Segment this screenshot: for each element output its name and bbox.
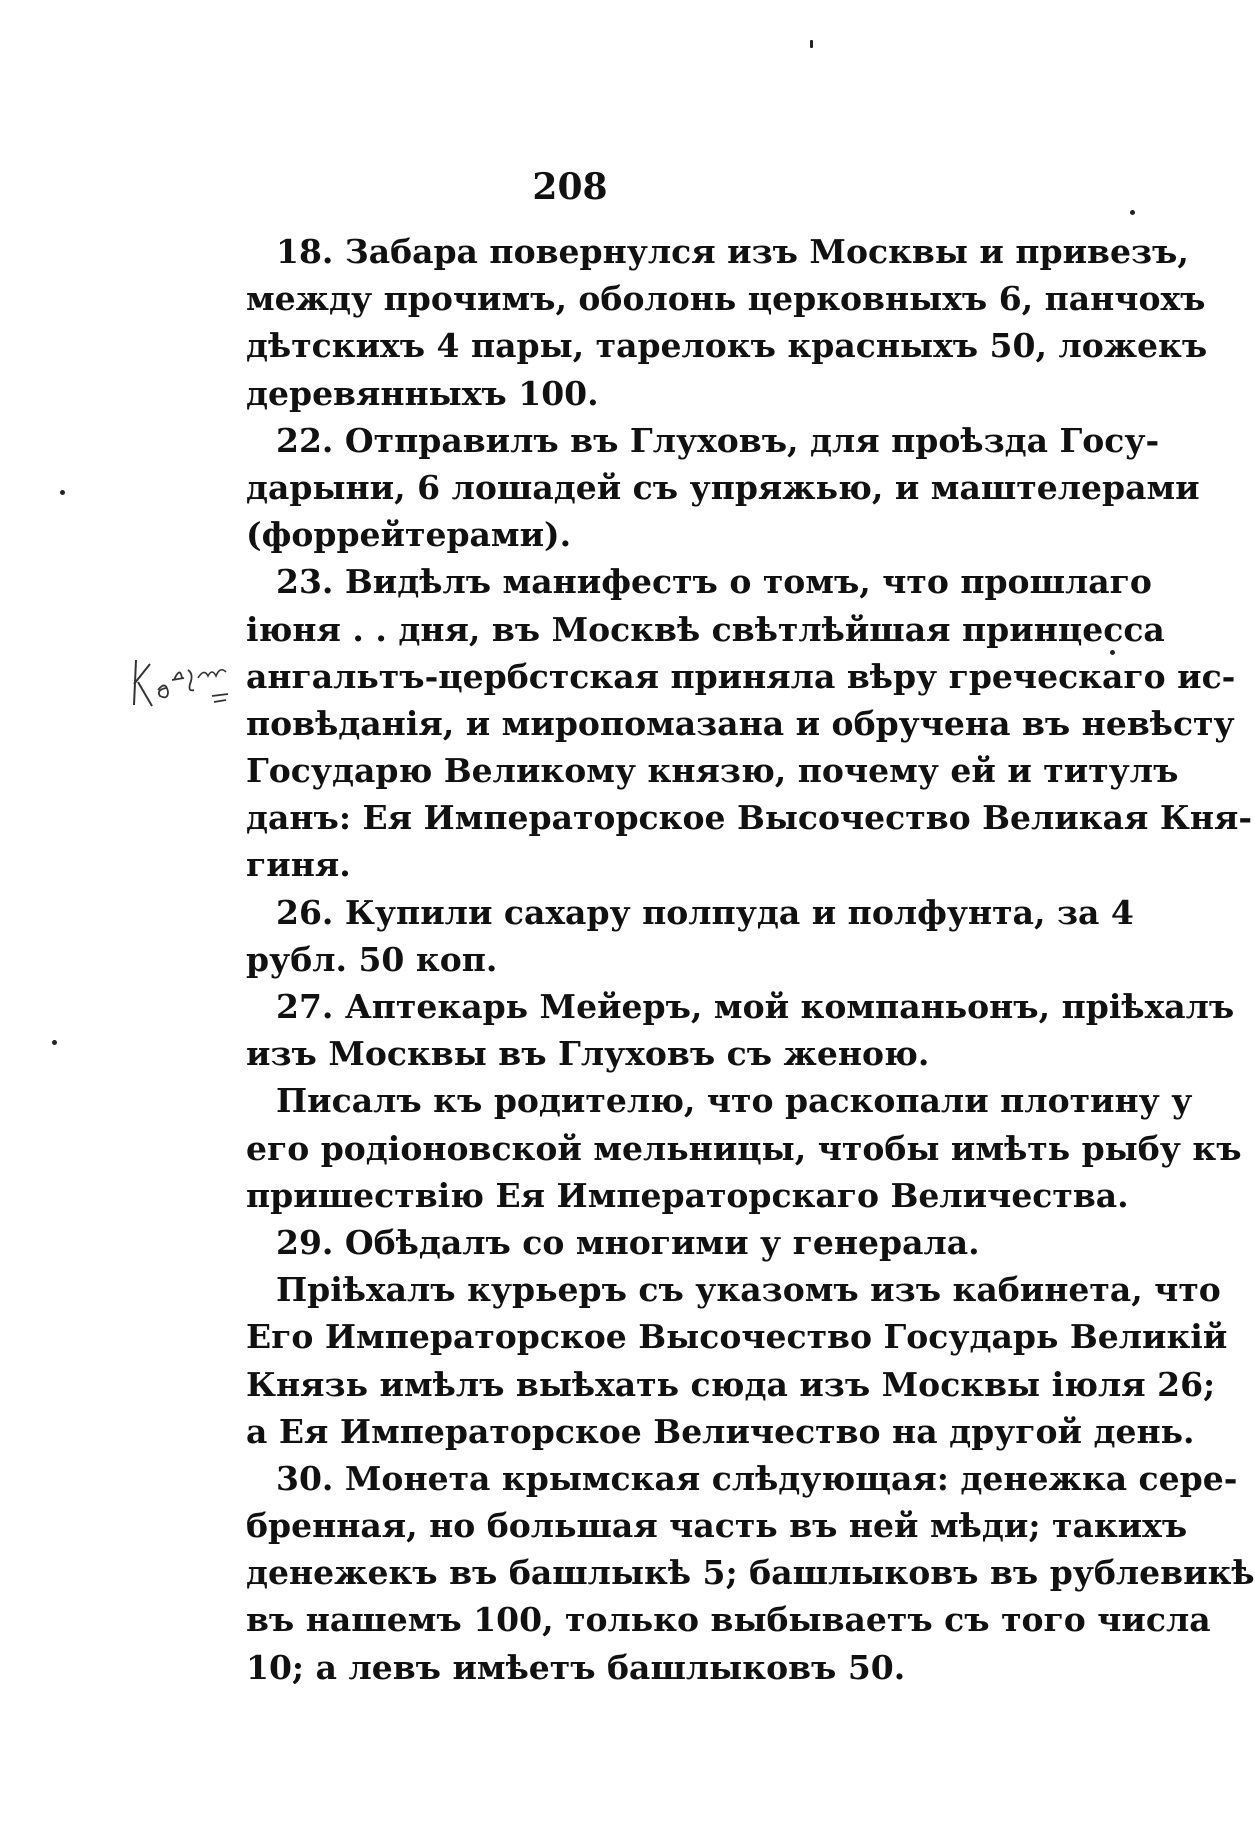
text-line: 22. Отправилъ въ Глуховъ, для проѣзда Госу- bbox=[276, 420, 1160, 460]
text-line: между прочимъ, оболонь церковныхъ 6, панчохъ bbox=[246, 279, 1206, 319]
text-line: дарыни, 6 лошадей съ упряжью, и маштелерами bbox=[246, 467, 1200, 507]
text-line: 30. Монета крымская слѣдующая: денежка сере- bbox=[276, 1458, 1238, 1498]
text-line: Князь имѣлъ выѣхать сюда изъ Москвы іюля 26; bbox=[246, 1364, 1216, 1404]
text-line: Государю Великому князю, почему ей и титулъ bbox=[246, 751, 1179, 791]
handwritten-margin-note bbox=[128, 650, 238, 720]
text-line: рубл. 50 коп. bbox=[246, 939, 498, 979]
text-line: повѣданія, и миропомазана и обручена въ невѣсту bbox=[246, 703, 1235, 743]
text-line: іюня . . дня, въ Москвѣ свѣтлѣйшая принцесса bbox=[246, 609, 1165, 649]
text-line: данъ: Ея Императорское Высочество Великая Кня- bbox=[246, 798, 1253, 838]
text-line: ангальтъ-цербстская приняла вѣру греческаго ис- bbox=[246, 656, 1236, 696]
text-line: дѣтскихъ 4 пары, тарелокъ красныхъ 50, ложекъ bbox=[246, 326, 1208, 366]
text-line: 10; а левъ имѣетъ башлыковъ 50. bbox=[246, 1647, 906, 1687]
text-line: 18. Забара повернулся изъ Москвы и привезъ, bbox=[276, 232, 1189, 271]
scan-speck bbox=[60, 490, 65, 495]
text-line: Писалъ къ родителю, что раскопали плотину у bbox=[276, 1081, 1193, 1121]
scan-speck bbox=[810, 40, 813, 48]
text-line: 29. Обѣдалъ со многими у генерала. bbox=[276, 1222, 980, 1262]
text-line: 27. Аптекарь Мейеръ, мой компаньонъ, пріѣхалъ bbox=[276, 987, 1235, 1026]
scan-speck bbox=[1110, 650, 1115, 655]
text-line: 23. Видѣлъ манифестъ о томъ, что прошлаго bbox=[276, 562, 1152, 602]
page-number: 208 bbox=[532, 166, 608, 208]
text-line: деревянныхъ 100. bbox=[246, 373, 599, 413]
text-line: 26. Купили сахару полпуда и полфунта, за 4 bbox=[276, 892, 1134, 932]
text-line: пришествію Ея Императорскаго Величества. bbox=[246, 1175, 1129, 1215]
scan-speck bbox=[1130, 210, 1135, 215]
text-line: а Ея Императорское Величество на другой день. bbox=[246, 1411, 1195, 1451]
text-line: его родіоновской мельницы, чтобы имѣть рыбу къ bbox=[246, 1128, 1242, 1168]
text-line: Его Императорское Высочество Государь Великій bbox=[246, 1317, 1228, 1357]
main-text bbox=[246, 228, 1255, 1691]
text-line: въ нашемъ 100, только выбываетъ съ того числа bbox=[246, 1600, 1211, 1640]
handwritten-note-icon bbox=[128, 650, 238, 720]
text-line: (форрейтерами). bbox=[246, 515, 572, 555]
text-line: денежекъ въ башлыкѣ 5; башлыковъ въ рублевикѣ bbox=[246, 1553, 1255, 1593]
text-line: гиня. bbox=[246, 845, 351, 885]
text-line: изъ Москвы въ Глуховъ съ женою. bbox=[246, 1034, 930, 1074]
scan-speck bbox=[52, 1040, 57, 1045]
text-line: бренная, но большая часть въ ней мѣди; такихъ bbox=[246, 1506, 1188, 1546]
text-line: Пріѣхалъ курьеръ съ указомъ изъ кабинета, что bbox=[276, 1270, 1221, 1310]
